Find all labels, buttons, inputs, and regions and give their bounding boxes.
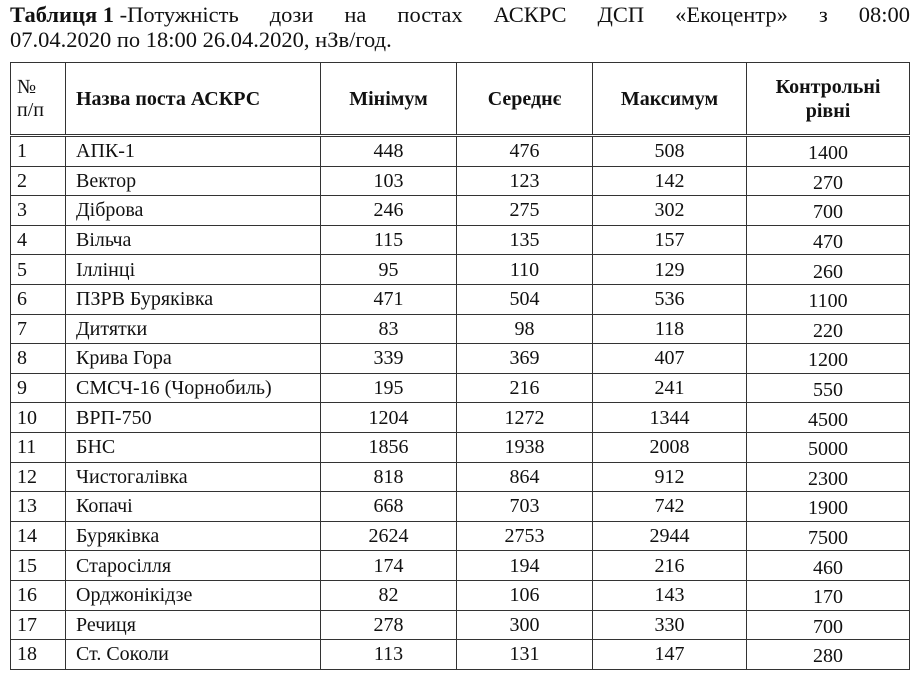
header-control-line2: рівні bbox=[805, 99, 851, 122]
row-number: 9 bbox=[11, 373, 66, 403]
maximum-value: 216 bbox=[593, 551, 747, 581]
header-minimum: Мінімум bbox=[321, 63, 457, 136]
control-level: 220 bbox=[747, 314, 910, 344]
table-row bbox=[11, 284, 910, 314]
table-row bbox=[11, 344, 910, 374]
minimum-value: 471 bbox=[321, 284, 457, 314]
minimum-value: 246 bbox=[321, 196, 457, 226]
header-control-levels bbox=[747, 63, 910, 136]
header-control-line1: Контрольні bbox=[775, 75, 881, 98]
average-value: 110 bbox=[457, 255, 593, 285]
header-post-name: Назва поста АСКРС bbox=[66, 63, 321, 136]
average-value: 194 bbox=[457, 551, 593, 581]
minimum-value: 103 bbox=[321, 166, 457, 196]
average-value: 106 bbox=[457, 580, 593, 610]
row-number: 14 bbox=[11, 521, 66, 551]
maximum-value: 742 bbox=[593, 492, 747, 522]
maximum-value: 118 bbox=[593, 314, 747, 344]
caption-title: Потужність дози на постах АСКРС ДСП «Екоцентр» з 08:00 bbox=[127, 2, 910, 27]
minimum-value: 1856 bbox=[321, 432, 457, 462]
control-level: 7500 bbox=[747, 521, 910, 551]
table-row bbox=[11, 580, 910, 610]
average-value: 703 bbox=[457, 492, 593, 522]
header-number-symbol: № bbox=[17, 75, 37, 98]
control-level: 270 bbox=[747, 166, 910, 196]
table-row bbox=[11, 492, 910, 522]
maximum-value: 508 bbox=[593, 136, 747, 167]
row-number: 4 bbox=[11, 225, 66, 255]
maximum-value: 302 bbox=[593, 196, 747, 226]
control-level: 1400 bbox=[747, 136, 910, 167]
maximum-value: 147 bbox=[593, 640, 747, 670]
control-level: 550 bbox=[747, 373, 910, 403]
maximum-value: 241 bbox=[593, 373, 747, 403]
header-row bbox=[11, 63, 910, 136]
caption-label bbox=[10, 2, 127, 27]
row-number: 17 bbox=[11, 610, 66, 640]
row-number: 15 bbox=[11, 551, 66, 581]
minimum-value: 95 bbox=[321, 255, 457, 285]
post-name: Дитятки bbox=[66, 314, 321, 344]
row-number: 1 bbox=[11, 136, 66, 167]
row-number: 2 bbox=[11, 166, 66, 196]
post-name: Речиця bbox=[66, 610, 321, 640]
header-maximum: Максимум bbox=[593, 63, 747, 136]
control-level: 4500 bbox=[747, 403, 910, 433]
post-name: БНС bbox=[66, 432, 321, 462]
table-row bbox=[11, 225, 910, 255]
table-row bbox=[11, 521, 910, 551]
minimum-value: 278 bbox=[321, 610, 457, 640]
average-value: 864 bbox=[457, 462, 593, 492]
control-level: 5000 bbox=[747, 432, 910, 462]
caption-line-1 bbox=[10, 2, 910, 27]
average-value: 504 bbox=[457, 284, 593, 314]
row-number: 10 bbox=[11, 403, 66, 433]
caption-line-2: 07.04.2020 по 18:00 26.04.2020, нЗв/год. bbox=[10, 27, 392, 52]
row-number: 13 bbox=[11, 492, 66, 522]
row-number: 16 bbox=[11, 580, 66, 610]
post-name: Буряківка bbox=[66, 521, 321, 551]
maximum-value: 142 bbox=[593, 166, 747, 196]
maximum-value: 129 bbox=[593, 255, 747, 285]
control-level: 700 bbox=[747, 196, 910, 226]
post-name: АПК-1 bbox=[66, 136, 321, 167]
post-name: ПЗРВ Буряківка bbox=[66, 284, 321, 314]
maximum-value: 536 bbox=[593, 284, 747, 314]
header-number-label: п/п bbox=[17, 98, 44, 121]
table-row bbox=[11, 551, 910, 581]
post-name: Копачі bbox=[66, 492, 321, 522]
table-row bbox=[11, 373, 910, 403]
maximum-value: 2008 bbox=[593, 432, 747, 462]
average-value: 2753 bbox=[457, 521, 593, 551]
caption-separator: - bbox=[114, 2, 128, 27]
table-row bbox=[11, 403, 910, 433]
maximum-value: 1344 bbox=[593, 403, 747, 433]
row-number: 18 bbox=[11, 640, 66, 670]
average-value: 131 bbox=[457, 640, 593, 670]
post-name: Орджонікідзе bbox=[66, 580, 321, 610]
minimum-value: 195 bbox=[321, 373, 457, 403]
average-value: 98 bbox=[457, 314, 593, 344]
control-level: 2300 bbox=[747, 462, 910, 492]
control-level: 280 bbox=[747, 640, 910, 670]
minimum-value: 448 bbox=[321, 136, 457, 167]
average-value: 1938 bbox=[457, 432, 593, 462]
post-name: Вільча bbox=[66, 225, 321, 255]
minimum-value: 668 bbox=[321, 492, 457, 522]
post-name: Старосілля bbox=[66, 551, 321, 581]
post-name: ВРП-750 bbox=[66, 403, 321, 433]
control-level: 470 bbox=[747, 225, 910, 255]
control-level: 260 bbox=[747, 255, 910, 285]
table-row bbox=[11, 640, 910, 670]
row-number: 6 bbox=[11, 284, 66, 314]
table-row bbox=[11, 314, 910, 344]
minimum-value: 113 bbox=[321, 640, 457, 670]
table-row bbox=[11, 136, 910, 167]
control-level: 1900 bbox=[747, 492, 910, 522]
average-value: 1272 bbox=[457, 403, 593, 433]
maximum-value: 912 bbox=[593, 462, 747, 492]
header-number bbox=[11, 63, 66, 136]
average-value: 476 bbox=[457, 136, 593, 167]
row-number: 5 bbox=[11, 255, 66, 285]
table-row bbox=[11, 255, 910, 285]
row-number: 11 bbox=[11, 432, 66, 462]
minimum-value: 339 bbox=[321, 344, 457, 374]
minimum-value: 818 bbox=[321, 462, 457, 492]
table-row bbox=[11, 462, 910, 492]
row-number: 7 bbox=[11, 314, 66, 344]
row-number: 8 bbox=[11, 344, 66, 374]
post-name: СМСЧ-16 (Чорнобиль) bbox=[66, 373, 321, 403]
table-row bbox=[11, 610, 910, 640]
maximum-value: 407 bbox=[593, 344, 747, 374]
control-level: 700 bbox=[747, 610, 910, 640]
minimum-value: 115 bbox=[321, 225, 457, 255]
post-name: Ст. Соколи bbox=[66, 640, 321, 670]
maximum-value: 157 bbox=[593, 225, 747, 255]
post-name: Крива Гора bbox=[66, 344, 321, 374]
control-level: 1100 bbox=[747, 284, 910, 314]
caption-label-text: Таблиця 1 bbox=[10, 2, 114, 27]
minimum-value: 1204 bbox=[321, 403, 457, 433]
maximum-value: 143 bbox=[593, 580, 747, 610]
maximum-value: 2944 bbox=[593, 521, 747, 551]
table-body bbox=[11, 136, 910, 670]
dose-rate-table bbox=[10, 62, 910, 670]
post-name: Чистогалівка bbox=[66, 462, 321, 492]
header-average: Середнє bbox=[457, 63, 593, 136]
average-value: 123 bbox=[457, 166, 593, 196]
minimum-value: 2624 bbox=[321, 521, 457, 551]
control-level: 1200 bbox=[747, 344, 910, 374]
table-caption bbox=[10, 2, 910, 52]
average-value: 369 bbox=[457, 344, 593, 374]
table-row bbox=[11, 196, 910, 226]
control-level: 460 bbox=[747, 551, 910, 581]
minimum-value: 174 bbox=[321, 551, 457, 581]
table-row bbox=[11, 432, 910, 462]
table-row bbox=[11, 166, 910, 196]
row-number: 12 bbox=[11, 462, 66, 492]
average-value: 135 bbox=[457, 225, 593, 255]
post-name: Вектор bbox=[66, 166, 321, 196]
post-name: Діброва bbox=[66, 196, 321, 226]
average-value: 300 bbox=[457, 610, 593, 640]
maximum-value: 330 bbox=[593, 610, 747, 640]
control-level: 170 bbox=[747, 580, 910, 610]
minimum-value: 82 bbox=[321, 580, 457, 610]
row-number: 3 bbox=[11, 196, 66, 226]
minimum-value: 83 bbox=[321, 314, 457, 344]
average-value: 216 bbox=[457, 373, 593, 403]
post-name: Іллінці bbox=[66, 255, 321, 285]
average-value: 275 bbox=[457, 196, 593, 226]
